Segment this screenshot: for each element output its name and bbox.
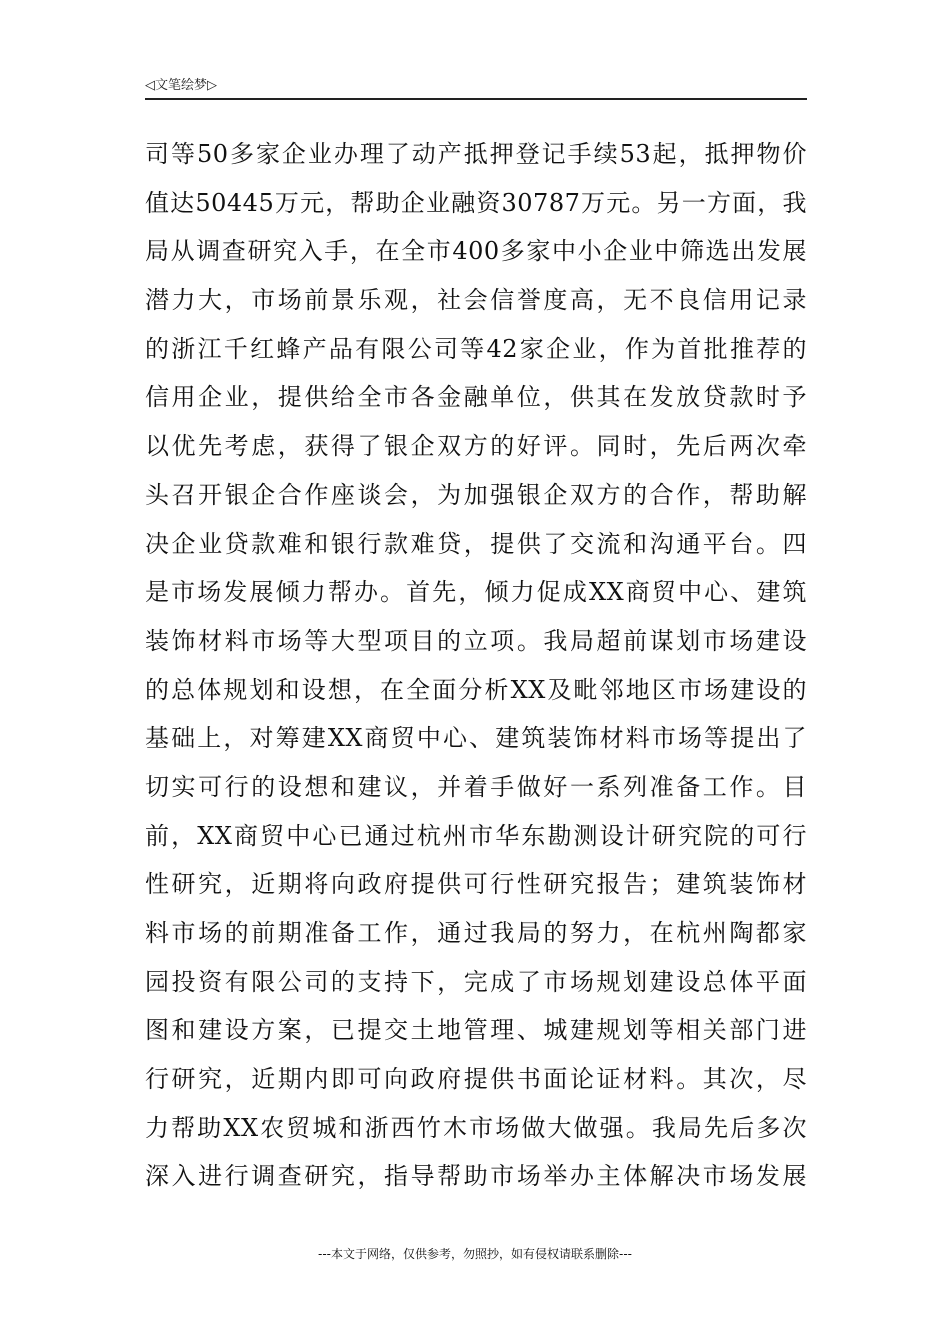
body-line: 切实可行的设想和建议，并着手做好一系列准备工作。目 [145,772,807,801]
body-line: 装饰材料市场等大型项目的立项。我局超前谋划市场建设 [145,626,807,655]
body-line: 图和建设方案，已提交土地管理、城建规划等相关部门进 [145,1016,807,1045]
body-line: 深入进行调查研究，指导帮助市场举办主体解决市场发展 [145,1162,807,1191]
document-body [145,130,807,1201]
page-header [145,72,807,100]
header-title: ◁文笔绘梦▷ [145,78,217,93]
body-line: 行研究，近期内即可向政府提供书面论证材料。其次，尽 [145,1065,807,1094]
body-line: 料市场的前期准备工作，通过我局的努力，在杭州陶都家 [145,919,807,947]
body-line: 是市场发展倾力帮办。首先，倾力促成XX商贸中心、建筑 [145,578,807,607]
body-line: 的总体规划和设想，在全面分析XX及毗邻地区市场建设的 [145,675,807,704]
body-line: 园投资有限公司的支持下，完成了市场规划建设总体平面 [145,967,807,996]
body-line: 决企业贷款难和银行款难贷，提供了交流和沟通平台。四 [145,529,807,558]
body-line: 潜力大，市场前景乐观，社会信誉度高，无不良信用记录 [145,286,807,315]
body-line: 局从调查研究入手，在全市400多家中小企业中筛选出发展 [145,237,807,266]
footer-notice: ---本文于网络，仅供参考，勿照抄，如有侵权请联系删除--- [318,1247,632,1261]
body-line: 信用企业，提供给全市各金融单位，供其在发放贷款时予 [145,383,807,412]
body-line: 基础上，对筹建XX商贸中心、建筑装饰材料市场等提出了 [145,724,807,753]
body-line: 前，XX商贸中心已通过杭州市华东勘测设计研究院的可行 [145,821,807,850]
body-line: 司等50多家企业办理了动产抵押登记手续53起，抵押物价 [145,140,807,168]
body-line: 头召开银企合作座谈会，为加强银企双方的合作，帮助解 [145,480,807,509]
page-footer [0,1245,950,1262]
body-line: 以优先考虑，获得了银企双方的好评。同时，先后两次牵 [145,432,807,461]
body-line: 力帮助XX农贸城和浙西竹木市场做大做强。我局先后多次 [145,1113,807,1142]
body-line: 性研究，近期将向政府提供可行性研究报告；建筑装饰材 [145,870,807,899]
body-line: 的浙江千红蜂产品有限公司等42家企业，作为首批推荐的 [145,334,807,363]
body-line: 值达50445万元，帮助企业融资30787万元。另一方面，我 [145,188,807,217]
